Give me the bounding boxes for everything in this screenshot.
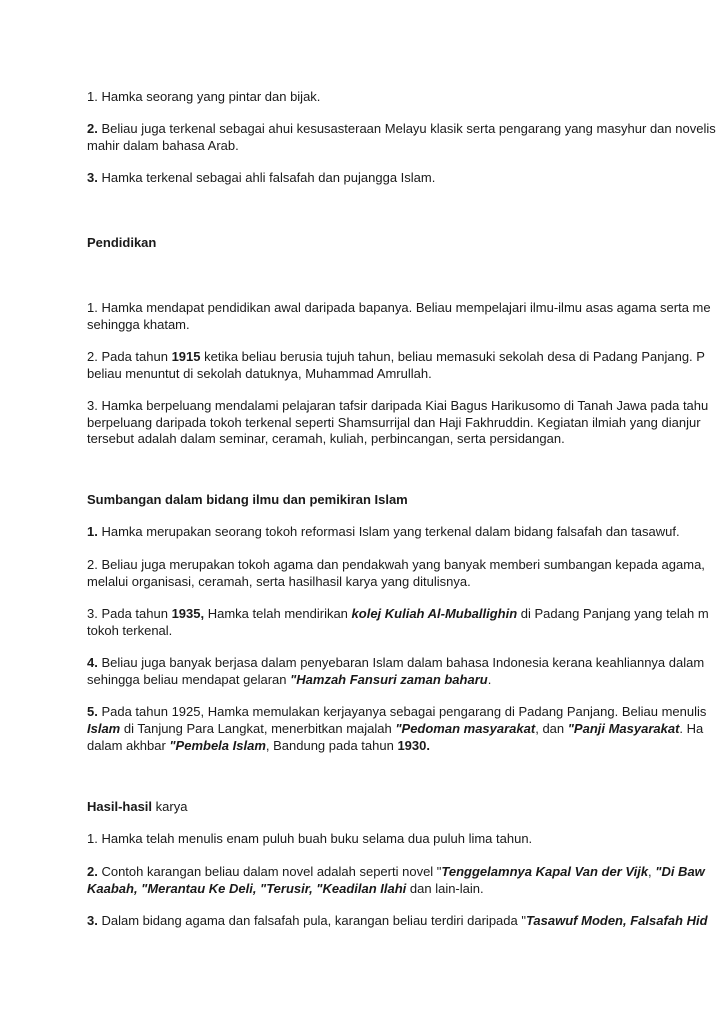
education-point-3-cont: berpeluang daripada tokoh terkenal seperti Shamsurrijal dan Haji Fakhruddin. Kegiatan ilmiah yang dianjur — [87, 415, 701, 430]
contribution-point-3: 3. Pada tahun 1935, Hamka telah mendirikan kolej Kuliah Al-Muballighin di Padang Panjang yang telah m — [87, 606, 709, 621]
contribution-point-1: 1. Hamka merupakan seorang tokoh reformasi Islam yang terkenal dalam bidang falsafah dan tasawuf. — [87, 524, 680, 539]
heading-sumbangan: Sumbangan dalam bidang ilmu dan pemikiran Islam — [87, 492, 408, 507]
contribution-point-2: 2. Beliau juga merupakan tokoh agama dan pendakwah yang banyak memberi sumbangan kepada agama, — [87, 557, 705, 572]
works-point-1: 1. Hamka telah menulis enam puluh buah buku selama dua puluh lima tahun. — [87, 831, 533, 846]
heading-hasil-karya: Hasil-hasil karya — [87, 799, 188, 814]
education-point-3: 3. Hamka berpeluang mendalami pelajaran tafsir daripada Kiai Bagus Harikusomo di Tanah Jawa pada tahu — [87, 398, 709, 413]
works-point-2-cont: Kaabah, "Merantau Ke Deli, "Terusir, "Keadilan Ilahi dan lain-lain. — [87, 881, 484, 896]
works-point-2: 2. Contoh karangan beliau dalam novel adalah seperti novel "Tenggelamnya Kapal Van der Vijk, "Di Baw — [87, 864, 705, 879]
works-point-3: 3. Dalam bidang agama dan falsafah pula, karangan beliau terdiri daripada "Tasawuf Moden, Falsafah Hid — [87, 913, 708, 928]
contribution-point-2-cont: melalui organisasi, ceramah, serta hasilhasil karya yang ditulisnya. — [87, 574, 471, 589]
strength-point-2: 2. Beliau juga terkenal sebagai ahui kesusasteraan Melayu klasik serta pengarang yang masyhur dan novelis — [87, 121, 716, 136]
contribution-point-5: 5. Pada tahun 1925, Hamka memulakan kerjayanya sebagai pengarang di Padang Panjang. Beliau menulis — [87, 704, 707, 719]
contribution-point-5-cont: Islam di Tanjung Para Langkat, menerbitkan majalah "Pedoman masyarakat, dan "Panji Masyarakat. Ha — [87, 721, 704, 736]
education-point-3-cont2: tersebut adalah dalam seminar, ceramah, kuliah, perbincangan, serta persidangan. — [87, 431, 565, 446]
education-point-1: 1. Hamka mendapat pendidikan awal daripada bapanya. Beliau mempelajari ilmu-ilmu asas agama serta me — [87, 300, 711, 315]
heading-pendidikan: Pendidikan — [87, 235, 157, 250]
contribution-point-4-cont: sehingga beliau mendapat gelaran "Hamzah Fansuri zaman baharu. — [87, 672, 492, 687]
education-point-2-cont: beliau menuntut di sekolah datuknya, Muhammad Amrullah. — [87, 366, 432, 381]
education-point-1-cont: sehingga khatam. — [87, 317, 190, 332]
education-point-2: 2. Pada tahun 1915 ketika beliau berusia tujuh tahun, beliau memasuki sekolah desa di Padang Panjang. P — [87, 349, 705, 364]
contribution-point-4: 4. Beliau juga banyak berjasa dalam penyebaran Islam dalam bahasa Indonesia kerana keahliannya dalam — [87, 655, 705, 670]
strength-point-1: 1. Hamka seorang yang pintar dan bijak. — [87, 89, 321, 104]
contribution-point-3-cont: tokoh terkenal. — [87, 623, 173, 638]
contribution-point-5-cont2: dalam akhbar "Pembela Islam, Bandung pada tahun 1930. — [87, 738, 430, 753]
strength-point-3: 3. Hamka terkenal sebagai ahli falsafah dan pujangga Islam. — [87, 170, 436, 185]
strength-point-2-cont: mahir dalam bahasa Arab. — [87, 138, 239, 153]
